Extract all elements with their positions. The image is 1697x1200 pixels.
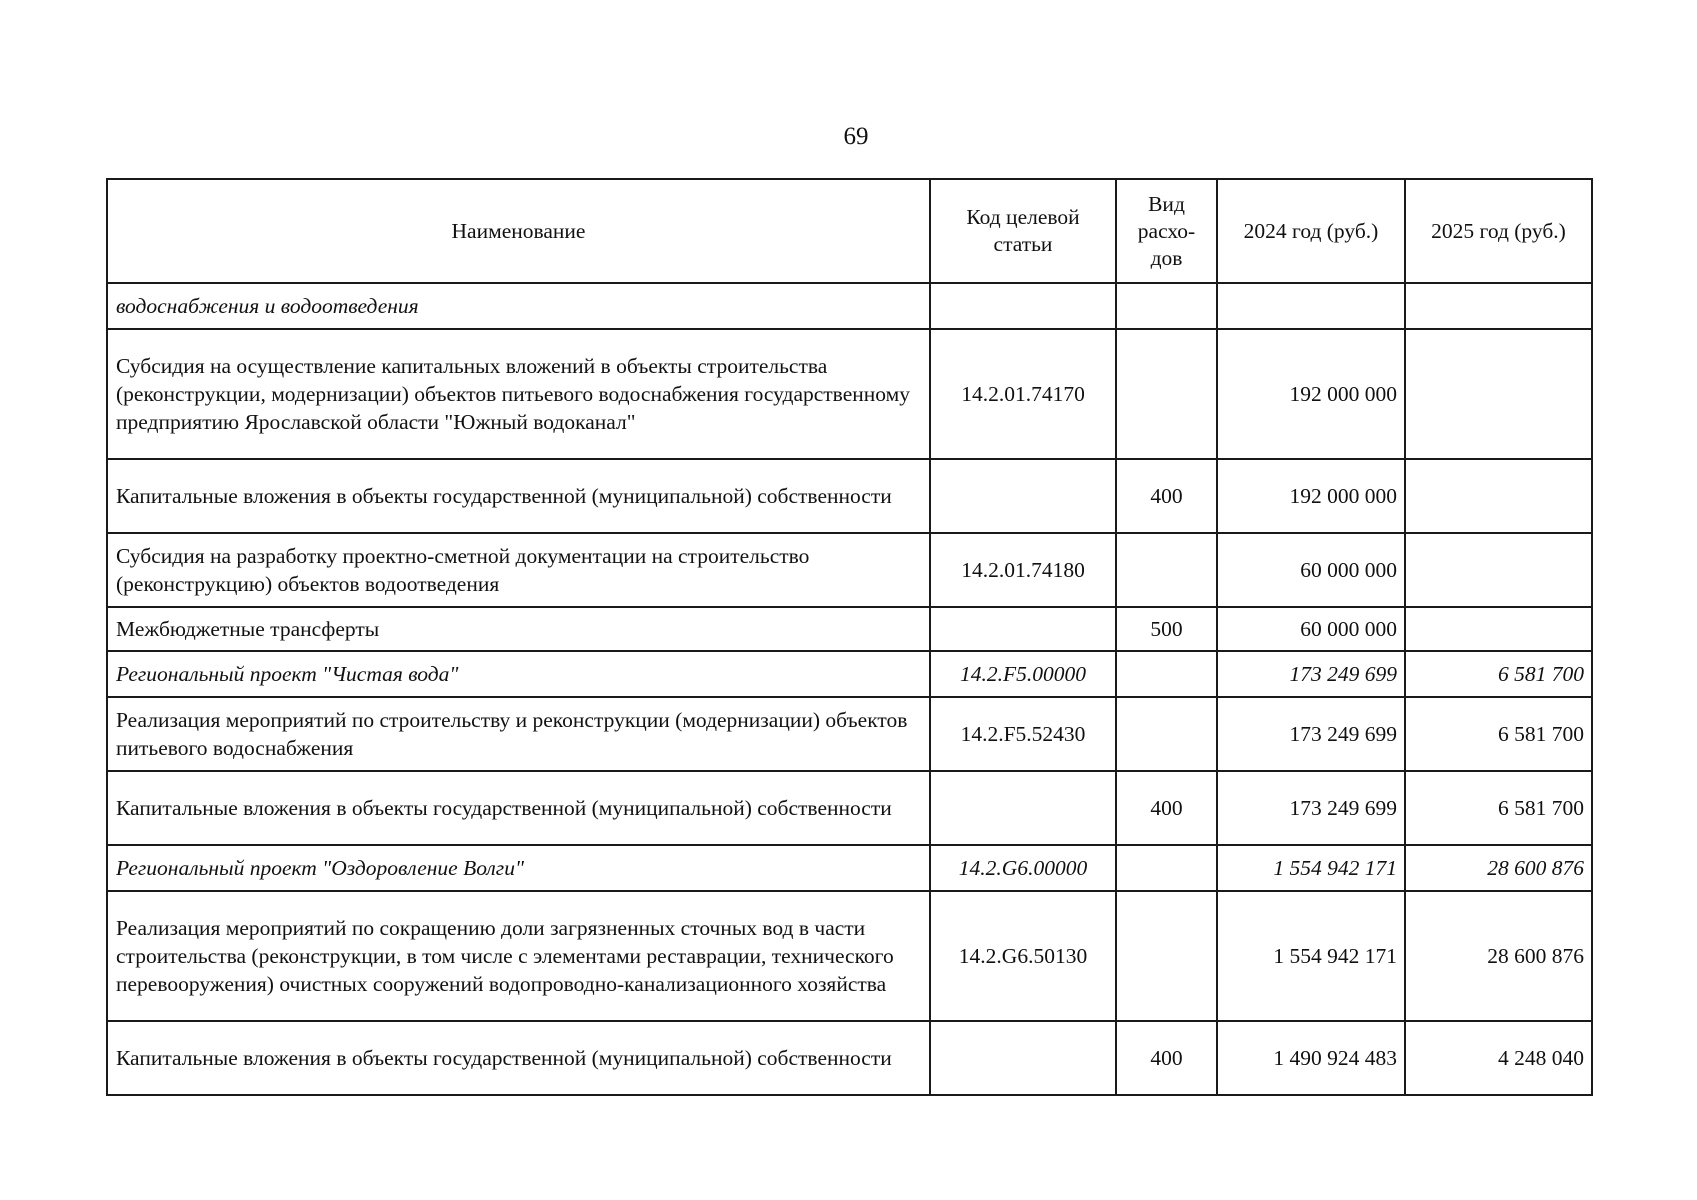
cell-name: Капитальные вложения в объекты государственной (муниципальной) собственности	[107, 459, 930, 533]
cell-year-2024: 60 000 000	[1217, 607, 1405, 651]
cell-kind: 400	[1116, 771, 1217, 845]
table-row	[107, 283, 1592, 329]
cell-name: Субсидия на осуществление капитальных вложений в объекты строительства (реконструкции, модернизации) объектов питьевого водоснабжения государственному предприятию Ярославской области "Южный водоканал"	[107, 329, 930, 459]
cell-kind	[1116, 329, 1217, 459]
cell-name: Реализация мероприятий по сокращению доли загрязненных сточных вод в части строительства (реконструкции, в том числе с элементами реставрации, технического перевооружения) очистных сооружений водопроводно-канализационного хозяйства	[107, 891, 930, 1021]
table-row	[107, 607, 1592, 651]
cell-name: Межбюджетные трансферты	[107, 607, 930, 651]
cell-year-2024: 1 554 942 171	[1217, 891, 1405, 1021]
cell-kind	[1116, 651, 1217, 697]
cell-year-2024: 60 000 000	[1217, 533, 1405, 607]
table-row	[107, 771, 1592, 845]
header-year-2025: 2025 год (руб.)	[1405, 179, 1592, 283]
table-row	[107, 329, 1592, 459]
cell-name: Капитальные вложения в объекты государственной (муниципальной) собственности	[107, 771, 930, 845]
cell-kind	[1116, 697, 1217, 771]
table-row	[107, 845, 1592, 891]
table-header-row	[107, 179, 1592, 283]
cell-kind	[1116, 891, 1217, 1021]
cell-year-2025: 28 600 876	[1405, 891, 1592, 1021]
cell-code	[930, 607, 1116, 651]
cell-kind	[1116, 845, 1217, 891]
cell-code: 14.2.G6.00000	[930, 845, 1116, 891]
cell-year-2025	[1405, 533, 1592, 607]
cell-year-2024: 173 249 699	[1217, 697, 1405, 771]
table-row	[107, 1021, 1592, 1095]
cell-year-2024: 1 554 942 171	[1217, 845, 1405, 891]
cell-kind: 500	[1116, 607, 1217, 651]
table-row	[107, 651, 1592, 697]
cell-name: Субсидия на разработку проектно-сметной документации на строительство (реконструкцию) объектов водоотведения	[107, 533, 930, 607]
cell-year-2025	[1405, 283, 1592, 329]
cell-year-2025: 6 581 700	[1405, 697, 1592, 771]
cell-year-2025: 6 581 700	[1405, 771, 1592, 845]
cell-year-2025	[1405, 459, 1592, 533]
cell-kind: 400	[1116, 1021, 1217, 1095]
cell-code	[930, 283, 1116, 329]
table-row	[107, 697, 1592, 771]
cell-year-2025	[1405, 329, 1592, 459]
cell-kind	[1116, 533, 1217, 607]
cell-code: 14.2.F5.00000	[930, 651, 1116, 697]
header-year-2024: 2024 год (руб.)	[1217, 179, 1405, 283]
cell-name: Реализация мероприятий по строительству и реконструкции (модернизации) объектов питьевого водоснабжения	[107, 697, 930, 771]
cell-year-2024: 173 249 699	[1217, 651, 1405, 697]
cell-year-2024: 192 000 000	[1217, 329, 1405, 459]
cell-year-2025: 28 600 876	[1405, 845, 1592, 891]
budget-table	[106, 178, 1593, 1096]
cell-year-2024	[1217, 283, 1405, 329]
table-row	[107, 459, 1592, 533]
cell-kind	[1116, 283, 1217, 329]
header-kind: Вид расхо-дов	[1116, 179, 1217, 283]
cell-name: Капитальные вложения в объекты государственной (муниципальной) собственности	[107, 1021, 930, 1095]
cell-year-2025: 6 581 700	[1405, 651, 1592, 697]
cell-year-2025	[1405, 607, 1592, 651]
header-name: Наименование	[107, 179, 930, 283]
cell-name: водоснабжения и водоотведения	[107, 283, 930, 329]
cell-code	[930, 459, 1116, 533]
cell-name: Региональный проект "Чистая вода"	[107, 651, 930, 697]
table-row	[107, 533, 1592, 607]
cell-code: 14.2.01.74170	[930, 329, 1116, 459]
cell-code	[930, 771, 1116, 845]
cell-kind: 400	[1116, 459, 1217, 533]
cell-code	[930, 1021, 1116, 1095]
cell-year-2024: 192 000 000	[1217, 459, 1405, 533]
cell-name: Региональный проект "Оздоровление Волги"	[107, 845, 930, 891]
cell-year-2024: 173 249 699	[1217, 771, 1405, 845]
table-row	[107, 891, 1592, 1021]
cell-code: 14.2.F5.52430	[930, 697, 1116, 771]
cell-code: 14.2.G6.50130	[930, 891, 1116, 1021]
header-code: Код целевой статьи	[930, 179, 1116, 283]
cell-code: 14.2.01.74180	[930, 533, 1116, 607]
cell-year-2024: 1 490 924 483	[1217, 1021, 1405, 1095]
cell-year-2025: 4 248 040	[1405, 1021, 1592, 1095]
page-number: 69	[843, 123, 869, 150]
